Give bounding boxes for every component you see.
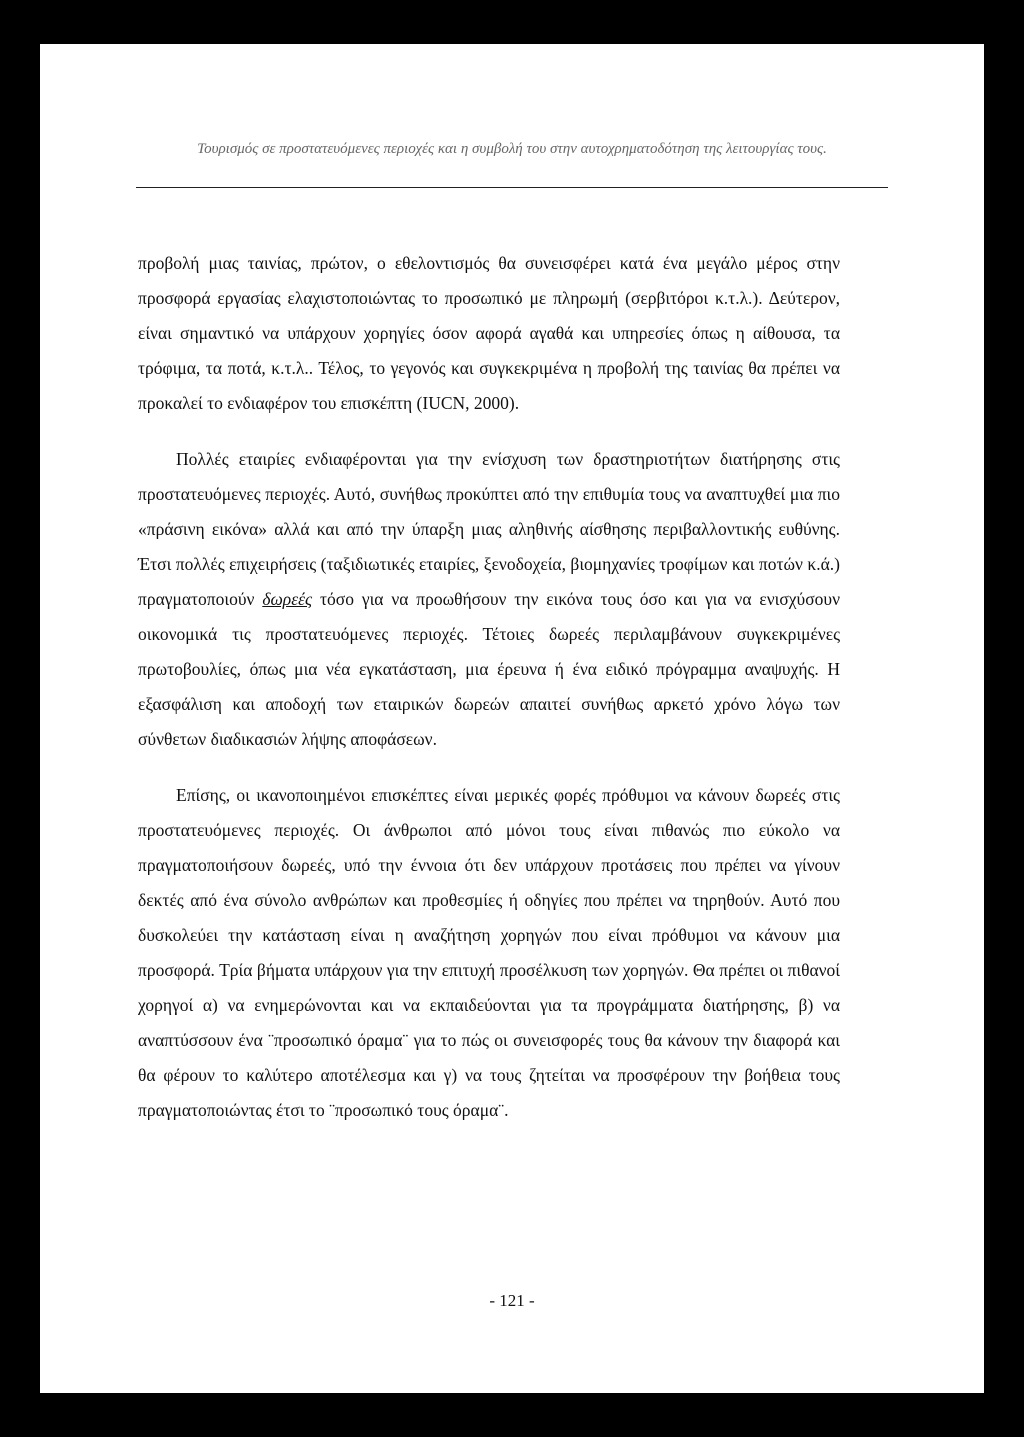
- document-page: [40, 44, 984, 1393]
- paragraph-1: προβολή μιας ταινίας, πρώτον, ο εθελοντισμός θα συνεισφέρει κατά ένα μεγάλο μέρος στην προσφορά εργασίας ελαχιστοποιώντας το προσωπικό με πληρωμή (σερβιτόροι κ.τ.λ.). Δεύτερον, είναι σημαντικό να υπάρχουν χορηγίες όσον αφορά αγαθά και υπηρεσίες όπως η αίθουσα, τα τρόφιμα, τα ποτά, κ.τ.λ.. Τέλος, το γεγονός και συγκεκριμένα η προβολή της ταινίας θα πρέπει να προκαλεί το ενδιαφέρον του επισκέπτη (IUCN, 2000).: [138, 253, 840, 413]
- paragraph-2-emphasis: δωρεές: [262, 589, 313, 609]
- paragraph-2-text-a: Πολλές εταιρίες ενδιαφέρονται για την ενίσχυση των δραστηριοτήτων διατήρησης στις προστατευόμενες περιοχές. Αυτό, συνήθως προκύπτει από την επιθυμία τους να αναπτυχθεί μια πιο «πράσινη εικόνα» αλλά και από την ύπαρξη μιας αληθινής αίσθησης περιβαλλοντικής ευθύνης. Έτσι πολλές επιχειρήσεις (ταξιδιωτικές εταιρίες, ξενοδοχεία, βιομηχανίες τροφίμων και ποτών κ.ά.) πραγματοποιούν: [138, 449, 840, 609]
- header-divider: [136, 187, 888, 188]
- paragraph-2-text-b: τόσο για να προωθήσουν την εικόνα τους όσο και για να ενισχύσουν οικονομικά τις προστατευόμενες περιοχές. Τέτοιες δωρεές περιλαμβάνουν συγκεκριμένες πρωτοβουλίες, όπως μια νέα εγκατάσταση, μια έρευνα ή ένα ειδικό πρόγραμμα αναψυχής. Η εξασφάλιση και αποδοχή των εταιρικών δωρεών απαιτεί συνήθως αρκετό χρόνο λόγω των σύνθετων διαδικασιών λήψης αποφάσεων.: [138, 589, 840, 749]
- paragraph-2: [138, 442, 840, 757]
- paragraph-3: Επίσης, οι ικανοποιημένοι επισκέπτες είναι μερικές φορές πρόθυμοι να κάνουν δωρεές στις προστατευόμενες περιοχές. Οι άνθρωποι από μόνοι τους είναι πιθανώς πιο εύκολο να πραγματοποιήσουν δωρεές, υπό την έννοια ότι δεν υπάρχουν προτάσεις που πρέπει να γίνουν δεκτές από ένα σύνολο ανθρώπων και προθεσμίες ή οδηγίες που πρέπει να τηρηθούν. Αυτό που δυσκολεύει την κατάσταση είναι η αναζήτηση χορηγών που είναι πρόθυμοι να κάνουν μια προσφορά. Τρία βήματα υπάρχουν για την επιτυχή προσέλκυση των χορηγών. Θα πρέπει οι πιθανοί χορηγοί α) να ενημερώνονται και να εκπαιδεύονται για τα προγράμματα διατήρησης, β) να αναπτύσσουν ένα ¨προσωπικό όραμα¨ για το πώς οι συνεισφορές τους θα κάνουν την διαφορά και θα φέρουν το καλύτερο αποτέλεσμα και γ) να τους ζητείται να προσφέρουν την βοήθεια τους πραγματοποιώντας έτσι το ¨προσωπικό τους όραμα¨.: [138, 785, 840, 1120]
- running-header: Τουρισμός σε προστατευόμενες περιοχές και η συμβολή του στην αυτοχρηματοδότηση της λειτουργίας τους.: [197, 141, 827, 157]
- body-text: [138, 246, 840, 1128]
- page-number: - 121 -: [489, 1291, 535, 1310]
